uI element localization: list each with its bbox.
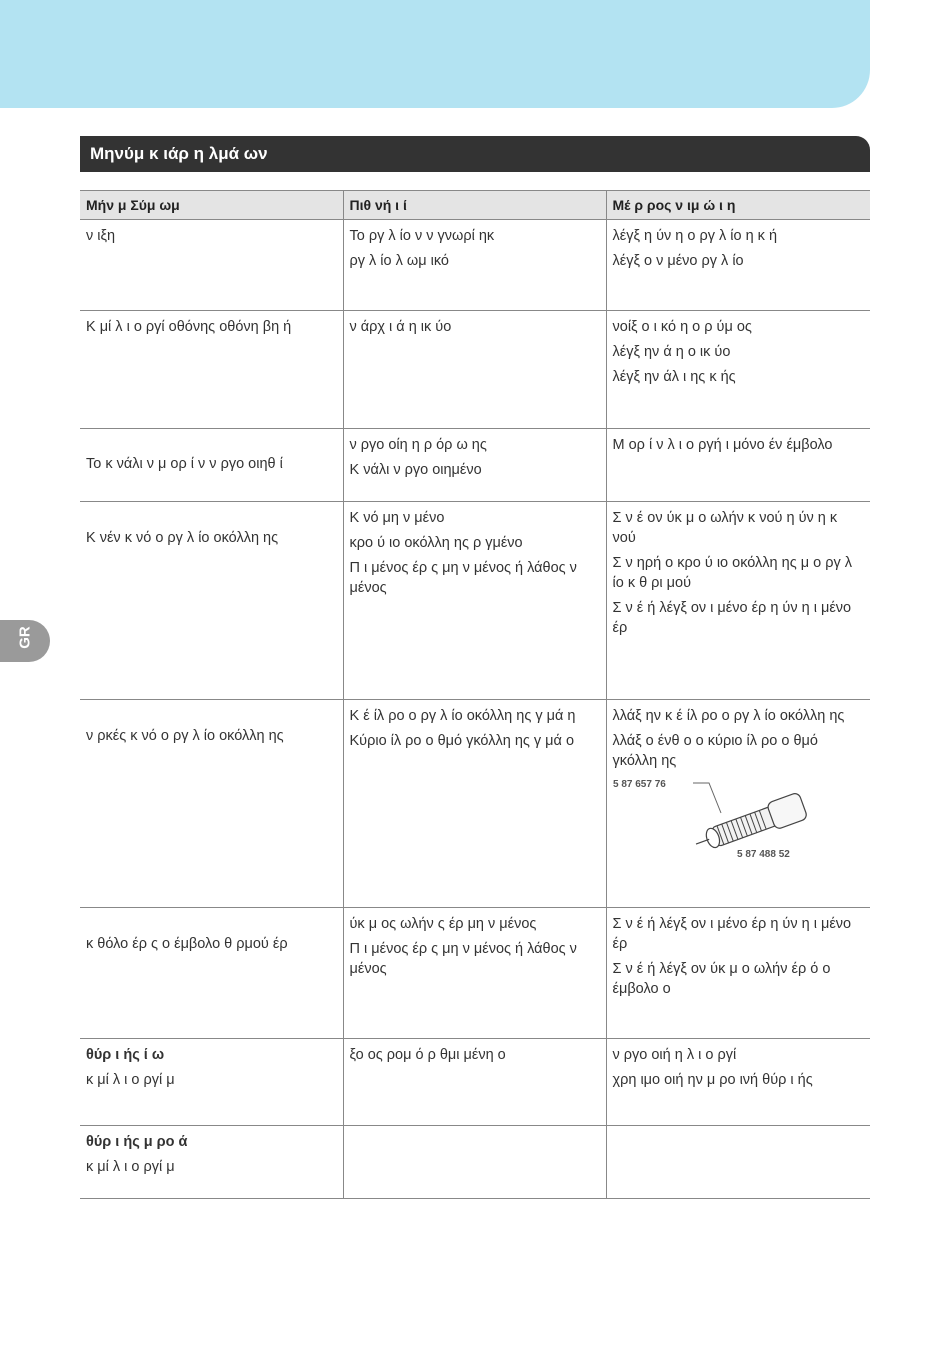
section-title: Μηνύμ κ ιάρ η λμά ων bbox=[80, 136, 870, 172]
part-number-label: 5 87 488 52 bbox=[736, 849, 790, 860]
symptom-text: Το κ νάλι ν μ ορ ί ν ν ργο οιηθ ί bbox=[86, 455, 283, 472]
symptom-text: κ μί λ ι ο ργί μ bbox=[86, 1072, 175, 1088]
symptom-cell bbox=[80, 700, 343, 908]
table-row bbox=[80, 908, 870, 1039]
cause-text: Κ έ ίλ ρο ο ργ λ ίο οκόλλη ης γ μά η bbox=[349, 708, 576, 724]
language-tab bbox=[0, 620, 50, 662]
table-row bbox=[80, 1126, 870, 1199]
remedy-text: λέγξ ο ν μένο ργ λ ίο bbox=[612, 253, 744, 269]
remedy-cell bbox=[606, 700, 870, 908]
remedy-text: χρη ιμο οιή ην μ ρο ινή θύρ ι ής bbox=[612, 1072, 813, 1088]
cause-cell bbox=[343, 429, 606, 502]
remedy-text: λέγξ ην άλ ι ης κ ής bbox=[612, 369, 736, 385]
remedy-text: Σ ν έ ή λέγξ ον ι μένο έρ η ύν η ι μένο έρ bbox=[612, 600, 852, 636]
symptom-text: κ θόλο έρ ς ο έμβολο θ ρμού έρ bbox=[86, 936, 288, 952]
cause-text: Π ι μένος έρ ς μη ν μένος ή λάθος ν μένος bbox=[349, 941, 577, 977]
cause-cell bbox=[343, 1039, 606, 1126]
remedy-text: νοίξ ο ι κό η ο ρ ύμ ος bbox=[612, 319, 752, 335]
remedy-text: λλάξ ο ένθ ο ο κύριο ίλ ρο ο θμό γκόλλη ης bbox=[612, 733, 818, 769]
filter-part-drawing bbox=[613, 777, 833, 863]
cause-cell bbox=[343, 700, 606, 908]
filter-part-illustration bbox=[613, 777, 865, 863]
remedy-text: λλάξ ην κ έ ίλ ρο ο ργ λ ίο οκόλλη ης bbox=[612, 708, 845, 724]
cause-text: Κύριο ίλ ρο ο θμό γκόλλη ης γ μά ο bbox=[349, 733, 575, 749]
symptom-title: θύρ ι ής μ ρο ά bbox=[86, 1134, 188, 1150]
symptom-cell bbox=[80, 1126, 343, 1199]
symptom-text: Κ νέν κ νό ο ργ λ ίο οκόλλη ης bbox=[86, 530, 279, 546]
symptom-text: ν ρκές κ νό ο ργ λ ίο οκόλλη ης bbox=[86, 728, 284, 744]
cause-text: Κ νό μη ν μένο bbox=[349, 510, 445, 526]
cause-text: ύκ μ ος ωλήν ς έρ μη ν μένος bbox=[349, 916, 537, 932]
symptom-text: ν ιξη bbox=[86, 228, 116, 244]
part-number-label: 5 87 657 76 bbox=[612, 779, 666, 790]
symptom-cell bbox=[80, 311, 343, 429]
cause-text: ν ργο οίη η ρ όρ ω ης bbox=[349, 437, 487, 453]
cause-cell bbox=[343, 502, 606, 700]
remedy-text: λέγξ ην ά η ο ικ ύο bbox=[612, 344, 731, 360]
remedy-cell bbox=[606, 429, 870, 502]
table-row bbox=[80, 502, 870, 700]
cause-text: κρο ύ ιο οκόλλη ης ρ γμένο bbox=[349, 535, 523, 551]
remedy-cell bbox=[606, 1039, 870, 1126]
remedy-text: λέγξ η ύν η ο ργ λ ίο η κ ή bbox=[612, 228, 778, 244]
symptom-text: κ μί λ ι ο ργί μ bbox=[86, 1159, 175, 1175]
remedy-text: Σ ν ηρή ο κρο ύ ιο οκόλλη ης μ ο ργ λ ίο κ θ ρι μού bbox=[612, 555, 852, 591]
header-cause: Πιθ νή ι ί bbox=[343, 191, 606, 220]
table-row bbox=[80, 1039, 870, 1126]
symptom-text: Κ μί λ ι ο ργί οθόνης οθόνη βη ή bbox=[86, 319, 292, 335]
remedy-text: ν ργο οιή η λ ι ο ργί bbox=[612, 1047, 737, 1063]
symptom-cell bbox=[80, 429, 343, 502]
remedy-text: Σ ν έ ή λέγξ ον ύκ μ ο ωλήν έρ ό ο έμβολο ο bbox=[612, 961, 831, 997]
cause-cell bbox=[343, 1126, 606, 1199]
remedy-text: Σ ν έ ον ύκ μ ο ωλήν κ νού η ύν η κ νού bbox=[612, 510, 838, 546]
remedy-text: Σ ν έ ή λέγξ ον ι μένο έρ η ύν η ι μένο έρ bbox=[612, 916, 852, 952]
cause-text: Π ι μένος έρ ς μη ν μένος ή λάθος ν μένος bbox=[349, 560, 577, 596]
cause-cell bbox=[343, 311, 606, 429]
symptom-cell bbox=[80, 908, 343, 1039]
cause-text: ργ λ ίο λ ωμ ικό bbox=[349, 253, 449, 269]
cause-text: ν άρχ ι ά η ικ ύο bbox=[349, 319, 452, 335]
table-row bbox=[80, 311, 870, 429]
language-tab-label: GR bbox=[16, 626, 34, 649]
symptom-cell bbox=[80, 502, 343, 700]
troubleshooting-table bbox=[80, 190, 870, 1199]
top-color-band bbox=[0, 0, 870, 108]
cause-text: Το ργ λ ίο ν ν γνωρί ηκ bbox=[349, 228, 495, 244]
table-row bbox=[80, 429, 870, 502]
cause-cell bbox=[343, 908, 606, 1039]
symptom-cell bbox=[80, 220, 343, 311]
remedy-cell bbox=[606, 908, 870, 1039]
remedy-cell bbox=[606, 1126, 870, 1199]
remedy-cell bbox=[606, 220, 870, 311]
remedy-text: Μ ορ ί ν λ ι ο ργή ι μόνο έν έμβολο bbox=[612, 437, 833, 453]
table-row bbox=[80, 700, 870, 908]
cause-cell bbox=[343, 220, 606, 311]
symptom-title: θύρ ι ής ί ω bbox=[86, 1047, 165, 1063]
cause-text: Κ νάλι ν ργο οιημένο bbox=[349, 462, 482, 478]
header-symptom: Μήν μ Σύμ ωμ bbox=[80, 191, 343, 220]
header-remedy: Μέ ρ ρος ν ιμ ώ ι η bbox=[606, 191, 870, 220]
table-row bbox=[80, 220, 870, 311]
remedy-cell bbox=[606, 311, 870, 429]
remedy-cell bbox=[606, 502, 870, 700]
symptom-cell bbox=[80, 1039, 343, 1126]
table-header-row bbox=[80, 191, 870, 220]
cause-text: ξο ος ρομ ό ρ θμι μένη ο bbox=[349, 1047, 506, 1063]
